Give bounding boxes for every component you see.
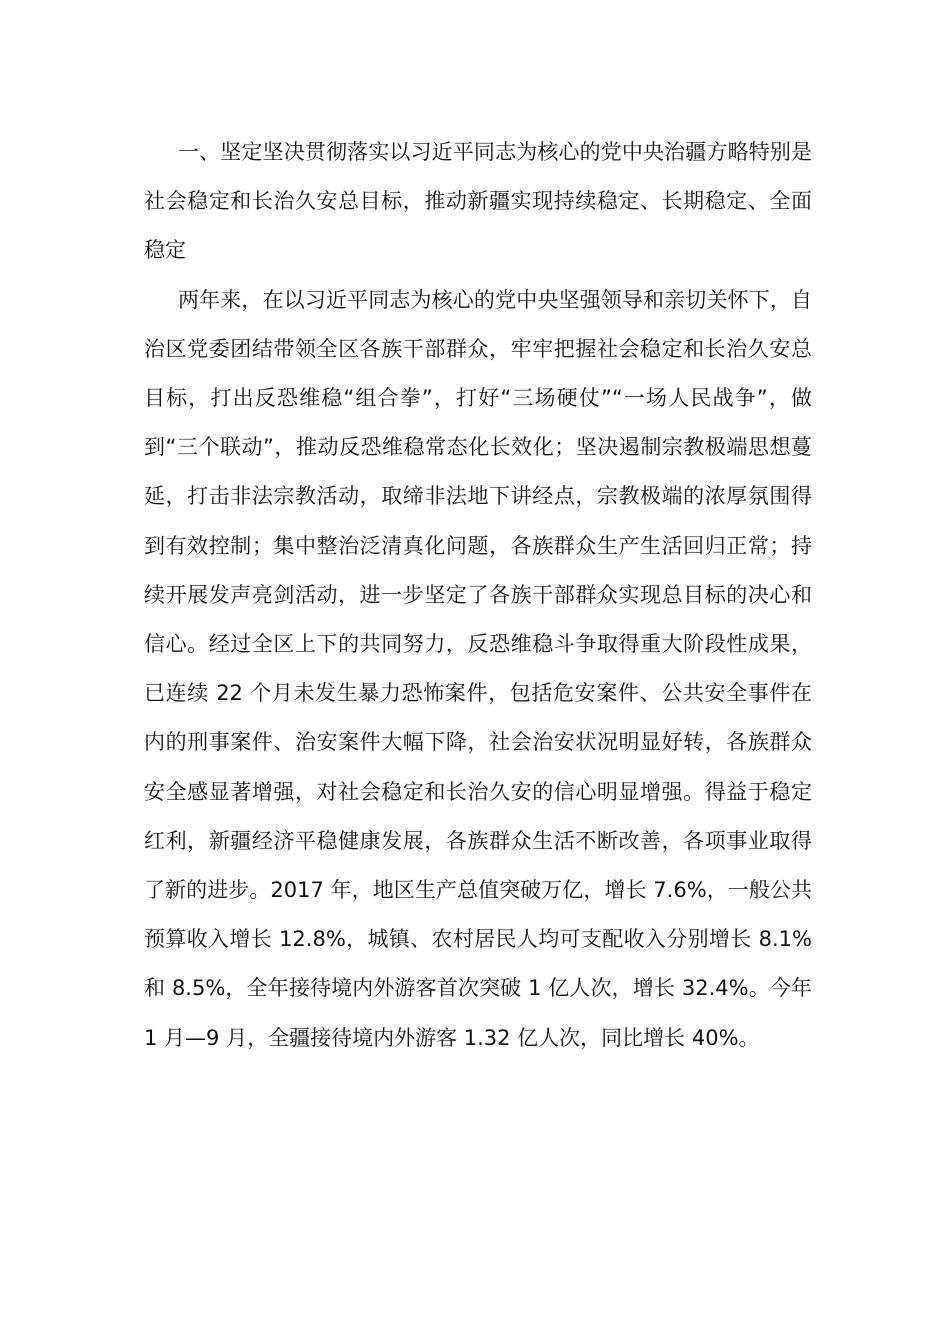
body-paragraph: 两年来，在以习近平同志为核心的党中央坚强领导和亲切关怀下，自治区党委团结带领全区各族干部群众，牢牢把握社会稳定和长治久安总目标，打出反恐维稳“组合拳”，打好“三场硬仗”“一场人民战争”，做到“三个联动”，推动反恐维稳常态化长效化；坚决遏制宗教极端思想蔓延，打击非法宗教活动，取缔非法地下讲经点，宗教极端的浓厚氛围得到有效控制；集中整治泛清真化问题，各族群众生产生活回归正常；持续开展发声亮剑活动，进一步坚定了各族干部群众实现总目标的决心和信心。经过全区上下的共同努力，反恐维稳斗争取得重大阶段性成果，已连续 22 个月未发生暴力恐怖案件，包括危安案件、公共安全事件在内的刑事案件、治安案件大幅下降，社会治安状况明显好转，各族群众安全感显著增强，对社会稳定和长治久安的信心明显增强。得益于稳定红利，新疆经济平稳健康发展，各族群众生活不断改善，各项事业取得了新的进步。2017 年，地区生产总值突破万亿，增长 7.6%，一般公共预算收入增长 12.8%，城镇、农村居民人均可支配收入分别增长 8.1%和 8.5%，全年接待境内外游客首次突破 1 亿人次，增长 32.4%。今年 1 月—9 月，全疆接待境内外游客 1.32 亿人次，同比增长 40%。 bbox=[144, 287, 812, 1050]
section-heading: 一、坚定坚决贯彻落实以习近平同志为核心的党中央治疆方略特别是社会稳定和长治久安总目标，推动新疆实现持续稳定、长期稳定、全面稳定 bbox=[144, 140, 812, 263]
document-body bbox=[144, 128, 812, 1063]
